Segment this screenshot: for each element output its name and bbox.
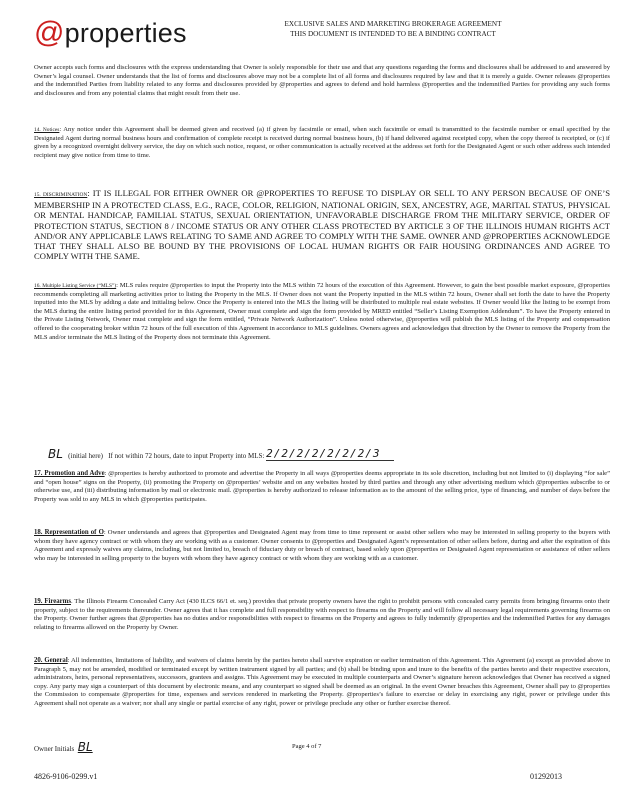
mls-date-field[interactable]: 2/2/2/2/2/2/2/3 <box>266 447 394 461</box>
section-text: : Any notice under this Agreement shall be deemed given and received (a) if given by facsimile or email, when such facsimile or email is transmitted to the facsimile number or email specified by the Designated Agent during normal business hours and confirmation of complete receipt is received during normal business hours, (b) if hand delivered against receipted copy, when the copy thereof is receipted, or (c) if given by a recognized overnight delivery service, the day on which such notice, request, or other communication is actually received at the address set forth for the Designated Agent or such other address such intended recipient may give notice from time to time. <box>34 126 610 159</box>
section-label: 14. Notices <box>34 127 60 133</box>
section-label: 16. Multiple Listing Service (“MLS”) <box>34 283 117 289</box>
initials-signature: BL <box>48 447 63 461</box>
page-number: Page 4 of 7 <box>292 743 322 750</box>
owner-initials-block <box>34 740 93 754</box>
logo-at-sign: @ <box>34 16 65 49</box>
section-promotion <box>34 470 610 520</box>
section-label: 20. General <box>34 657 68 664</box>
section-firearms <box>34 598 610 650</box>
document-title: EXCLUSIVE SALES AND MARKETING BROKERAGE AGREEMENT <box>284 20 502 28</box>
section-text: : IT IS ILLEGAL FOR EITHER OWNER OR @PROPERTIES TO REFUSE TO DISPLAY OR SELL TO ANY PERSON BECAUSE OF ONE’S MEMBERSHIP IN A PROTECTED CLASS, E.G., RACE, COLOR, RELIGION, NATIONAL ORIGIN, SEX, ANCESTRY, AGE, MARITAL STATUS, PHYSICAL OR MENTAL HANDICAP, FAMILIAL STATUS, SEXUAL ORIENTATION, UNFAVORABLE DISCHARGE FROM THE MILITARY SERVICE, ORDER OF PROTECTION STATUS, SECTION 8 / INCOME STATUS OR ANY OTHER CLASS PROTECTED BY ARTICLE 3 OF THE ILLINOIS HUMAN RIGHTS ACT AND/OR ANY APPLICABLE LAWS RELATING TO SAME AND AGREE TO COMPLY WITH THE SAME. OWNER AND @PROPERTIES ACKNOWLEDGE THAT THEY SHALL ALSO BE BOUND BY THE PROVISIONS OF LOCAL HUMAN RIGHTS OR FAIR HOUSING ORDINANCES AND AGREE TO COMPLY WITH THE SAME. <box>34 188 610 262</box>
document-subtitle: THIS DOCUMENT IS INTENDED TO BE A BINDING CONTRACT <box>290 30 496 38</box>
intro-paragraph: Owner accepts such forms and disclosures with the express understanding that Owner is solely responsible for their use and that any questions regarding the forms and disclosures shall be addressed to and answered by Owner’s legal counsel. Owner understands that the list of forms and disclosures above may not be a complete list of all forms and disclosures required by law and that it is merely a guide. Owner releases @properties and the indemnified Parties from liability related to any forms and disclosures provided by @properties and agrees to defend and hold harmless @properties and the indemnified Parties for providing any such forms and disclosures and from any potential claims that might result from their use. <box>34 64 610 97</box>
mls-date-label: If not within 72 hours, date to input Property into MLS: <box>108 452 265 460</box>
section-notices <box>34 126 610 182</box>
section-text: : All indemnities, limitations of liability, and waivers of claims herein by the parties hereto shall survive expiration or earlier termination of this Agreement. This Agreement (a) except as provided above in Paragraph 5, may not be amended, modified or terminated except by written instrument signed by all parties; and (b) shall be binding upon and inure to the benefits of the parties hereto and their respective executors, administrators, heirs, personal representatives, successors, grantees and assigns. This Agreement may be executed in multiple counterparts and Owner’s signature hereon acknowledges that Owner has received a signed copy. Any party may sign a counterpart of this document by electronic means, and any counterpart so signed shall be deemed as an original. In the event Owner breaches this Agreement, Owner shall pay to @properties the Commission to compensate @properties for time, expenses and services rendered in marketing the Property. @properties’s failure to exercise or delay in exercising any right, power or privilege under this Agreement shall not operate as a waiver; nor shall any single or partial exercise of any right, power or privilege preclude any other or further exercise thereof. <box>34 657 610 707</box>
section-mls <box>34 282 610 385</box>
mls-initial-line <box>48 447 394 461</box>
section-label: 15. DISCRIMINATION <box>34 192 88 198</box>
initial-here-label: (initial here) <box>68 452 103 460</box>
section-general <box>34 657 610 733</box>
properties-logo <box>34 16 187 50</box>
document-header <box>208 19 578 39</box>
section-label: 17. Promotion and Adve <box>34 470 105 477</box>
document-id: 4826-9106-0299.v1 <box>34 772 98 781</box>
section-label: 19. Firearms <box>34 598 71 605</box>
section-text: : MLS rules require @properties to input the Property into the MLS within 72 hours of the execution of this Agreement. However, to gain the best possible market exposure, @properties recommends completing all marketing activities prior to listing the Property in the MLS. If Owner does not want the Property inputted in the MLS within 72 hours, Owner shall set forth the date to have the Property inputted into the MLS by adding a date and initialing below. Once the Property is entered into the MLS the listing will be distributed to multiple real estate websites. If Owner would like the listing to be exempt from the MLS during the entire listing period provided for in this Agreement, Owner must complete and sign the form provided by MRED entitled “Seller’s Listing Exemption Addendum”. To have the Property entered in the Private Listing Network, Owner must complete and sign the form entitled, “Private Network Authorization”. Unless noted otherwise, @properties will publish the MLS listing of the Property and compensation offered to the cooperating broker within 72 hours of the full execution of this Agreement in accordance to MLS guidelines. Owners agrees and acknowledges that direction by the Owner to remove the Property from the MLS and/or terminate the MLS listing of the Property does not terminate this Agreement. <box>34 282 610 341</box>
document-date: 01292013 <box>530 772 562 781</box>
section-text: . The Illinois Firearm Concealed Carry Act (430 ILCS 66/1 et. seq.) provides that private property owners have the right to prohibit persons with concealed carry permits from bringing firearms onto their property, subject to the requirements thereunder. Owner agrees that it has complete and full responsibility with respect to firearms on the Property and will follow all necessary legal requirements governing firearms on the Property. Owner further agrees that @properties has no duties and/or responsibilities with respect to firearms on the Property and agrees to fully indemnify @properties and the indemnified Parties for any damages relating to firearms allowed on the Property by Owner. <box>34 598 610 631</box>
section-text: : @properties is hereby authorized to promote and advertise the Property in all ways @properties deems appropriate in its sole discretion, including but not limited to (i) displaying “for sale” and “open house” signs on the Property, (ii) promoting the Property on @properties’ website and on any websites hosted by third parties and through any other advertising medium which @properties subscribe to or otherwise use, and (iii) distributing information by mail or electronic mail. @properties is hereby authorized to release information as to the amount of the selling price, type of financing, and number of days before the Property was sold to any MLS in which @properties participates. <box>34 470 610 503</box>
owner-initials-label: Owner Initials <box>34 745 75 753</box>
section-text: : Owner understands and agrees that @properties and Designated Agent may from time to time represent or assist other sellers who may be interested in selling property to the buyers with whom they have agency contract or with whom they are working with as a customer. Owner consents to @properties and Designated Agent’s representation of other sellers before, during and after the expiration of this Agreement and expressly waives any claims, including, but not limited to, breach of fiduciary duty or breach of contract, based solely upon @properties or Designated Agent representation or assistance of other sellers who may be interested in selling property to the buyers with whom they have agency contract or with whom they are working with as a customer. <box>34 529 610 562</box>
owner-initials-signature: BL <box>77 740 93 754</box>
logo-text: properties <box>64 18 187 48</box>
section-discrimination <box>34 188 610 272</box>
section-representation <box>34 529 610 589</box>
section-label: 18. Representation of O <box>34 529 104 536</box>
